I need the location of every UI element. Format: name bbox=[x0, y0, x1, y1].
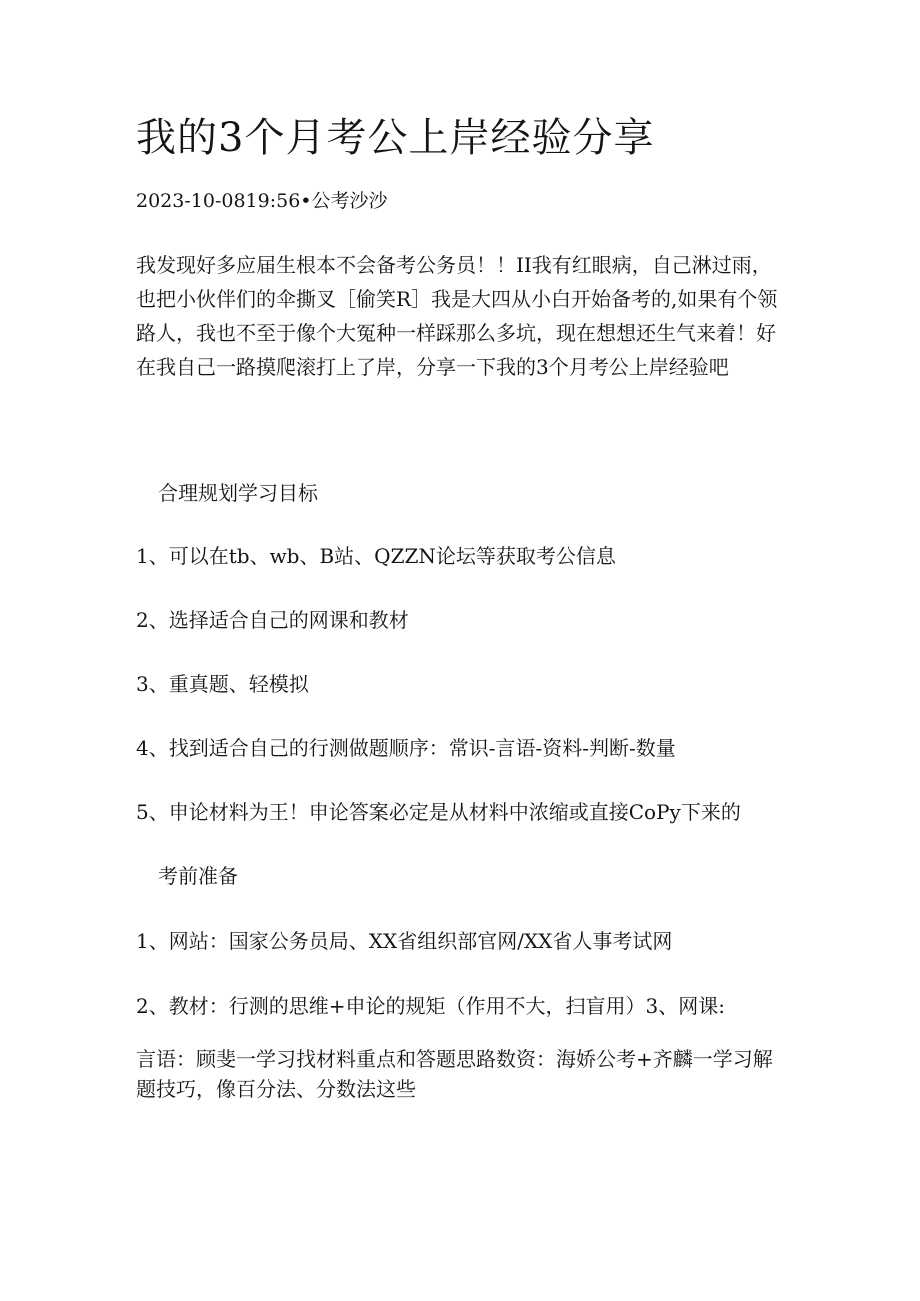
list-item: 2、选择适合自己的网课和教材 bbox=[136, 608, 409, 632]
list-item: 1、网站：国家公务员局、XX省组织部官网/XX省人事考试网 bbox=[136, 929, 673, 953]
article-title: 我的3个月考公上岸经验分享 bbox=[136, 115, 655, 161]
section-heading-goals: 合理规划学习目标 bbox=[158, 481, 318, 505]
tail-paragraph: 言语：顾斐一学习找材料重点和答题思路数资：海娇公考+齐麟一学习解题技巧，像百分法、分数法这些 bbox=[136, 1047, 773, 1101]
article-meta: 2023-10-0819:56•公考沙沙 bbox=[136, 190, 388, 212]
intro-paragraph: 我发现好多应届生根本不会备考公务员！！II我有红眼病，自己淋过雨，也把小伙伴们的伞撕叉［偷笑R］我是大四从小白开始备考的,如果有个领路人，我也不至于像个大冤种一样踩那么多坑，现在想想还生气来着！好在我自己一路摸爬滚打上了岸，分享一下我的3个月考公上岸经验吧 bbox=[136, 253, 778, 379]
list-item: 1、可以在tb、wb、B站、QZZN论坛等获取考公信息 bbox=[136, 544, 616, 568]
section-heading-preparation: 考前准备 bbox=[158, 864, 238, 888]
list-item: 5、申论材料为王！申论答案必定是从材料中浓缩或直接CoPy下来的 bbox=[136, 800, 741, 824]
list-item: 3、重真题、轻模拟 bbox=[136, 672, 309, 696]
list-item: 2、教材：行测的思维+申论的规矩（作用不大，扫盲用）3、网课: bbox=[136, 994, 725, 1018]
list-item: 4、找到适合自己的行测做题顺序：常识-言语-资料-判断-数量 bbox=[136, 736, 676, 760]
